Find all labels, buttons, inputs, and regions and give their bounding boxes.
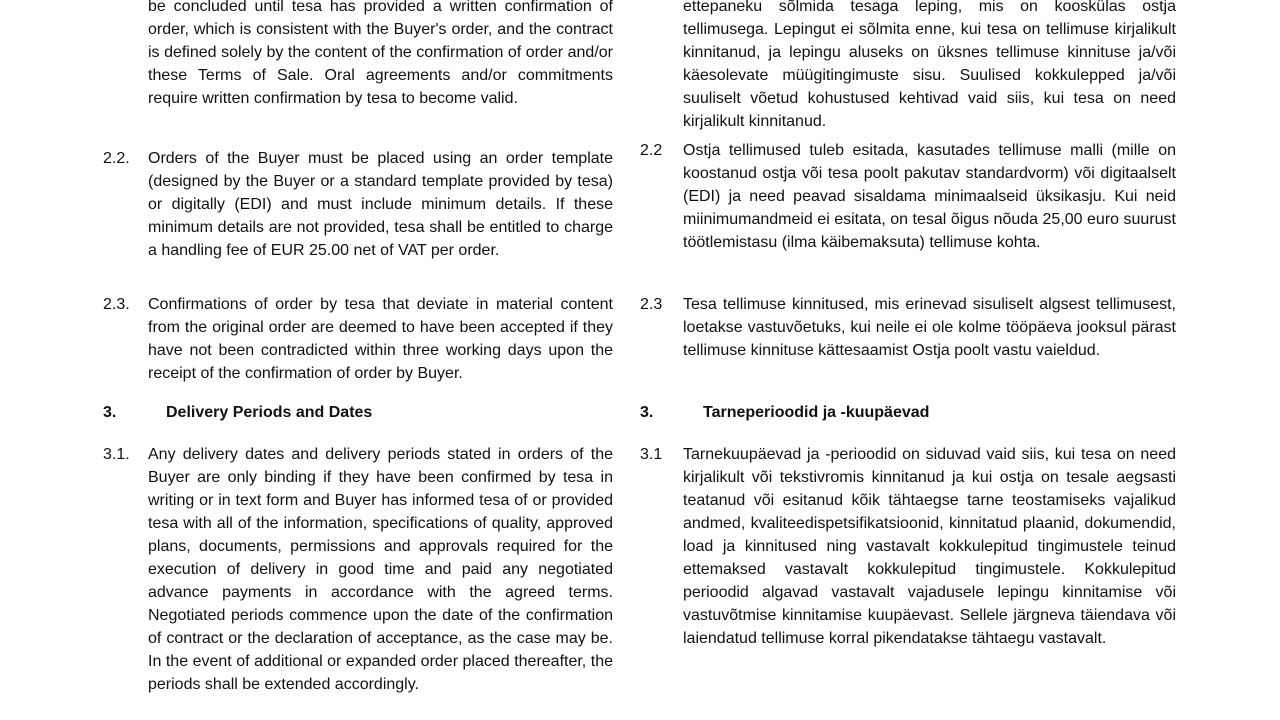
section-title: Delivery Periods and Dates: [166, 404, 373, 421]
clause-number: 3.1.: [103, 446, 130, 463]
clause-number: 2.3.: [103, 296, 130, 313]
section-number: 3.: [640, 404, 654, 421]
clause-text: be concluded until tesa has provided a written confirmation of order, which is consistent with the Buyer's order, and the contract is defined solely by the content of the confirmation of order and/or these Terms of Sale. Oral agreements and/or commitments require written confirmation by tesa to become valid.: [148, 0, 613, 107]
clause-number: 3.1: [640, 446, 663, 463]
clause-text: Tarnekuupäevad ja -perioodid on siduvad vaid siis, kui tesa on need kirjalikult või tekstivromis kinnitanud ja kui ostja on tesale aegsasti teatanud või esitanud kõik tähtaegse tarne teostamiseks vajalikud andmed, kvaliteedispetsifikatsioonid, kinnitatud plaanid, dokumendid, load ja kinnitused ning vastavalt kokkulepitud tingimustele teinud ettemaksed vastavalt kokkulepitud tingimustele. Kokkulepitud perioodid algavad vastavalt vajadusele lepingu kinnitamise või vastuvõtmise kinnitamise kuupäevast. Sellele järgneva täiendava või laiendatud tellimuse korral pikendatakse tähtaegu vastavalt.: [683, 446, 1176, 647]
clause-2-2-en: [103, 147, 613, 262]
clause-text: ettepaneku sõlmida tesaga leping, mis on kooskülas ostja tellimusega. Lepingut ei sõlmita enne, kui tesa on tellimuse kirjalikult kinnitanud, ja lepingu aluseks on üksnes tellimuse kinnituse ja/või käesolevate müügitingimuste sisu. Suulised kokkulepped ja/või suuliselt võetud kohustused kehtivad vaid siis, kui tesa on need kirjalikult kinnitanud.: [683, 0, 1176, 130]
clause-text: Orders of the Buyer must be placed using an order template (designed by the Buyer or a standard template provided by tesa) or digitally (EDI) and must include minimum details. If these minimum details are not provided, tesa shall be entitled to charge a handling fee of EUR 25.00 net of VAT per order.: [148, 150, 613, 259]
clause-2-1-continuation-en: [103, 0, 613, 110]
section-title: Tarneperioodid ja -kuupäevad: [703, 404, 930, 421]
clause-text: Any delivery dates and delivery periods stated in orders of the Buyer are only binding if they have been confirmed by tesa in writing or in text form and Buyer has informed tesa of or provided tesa with all of the information, specifications of quality, approved plans, documents, permissions and approvals required for the execution of delivery in good time and paid any negotiated advance payments in accordance with the agreed terms. Negotiated periods commence upon the date of the confirmation of contract or the declaration of acceptance, as the case may be. In the event of additional or expanded order placed thereafter, the periods shall be extended accordingly.: [148, 446, 613, 693]
clause-number: 2.2.: [103, 150, 130, 167]
clause-text: Ostja tellimused tuleb esitada, kasutades tellimuse malli (mille on koostanud ostja või tesa poolt pakutav standardvorm) või digitaalselt (EDI) ja need peavad sisaldama minimaalseid üksikasju. Kui neid miinimumandmeid ei esitata, on tesal õigus nõuda 25,00 euro suurust töötlemistasu (ilma käibemaksuta) tellimuse kohta.: [683, 142, 1176, 251]
clause-number: 2.3: [640, 296, 663, 313]
clause-2-1-continuation-et: [640, 0, 1176, 133]
section-3-heading-en: [103, 401, 613, 424]
section-number: 3.: [103, 404, 117, 421]
clause-3-1-en: [103, 443, 613, 696]
section-3-heading-et: [640, 401, 1176, 424]
clause-2-3-et: [640, 293, 1176, 362]
clause-text: Tesa tellimuse kinnitused, mis erinevad sisuliselt algsest tellimusest, loetakse vastuvõetuks, kui neile ei ole kolme tööpäeva jooksul pärast tellimuse kinnituse kättesaamist Ostja poolt vastu vaieldud.: [683, 296, 1176, 359]
clause-text: Confirmations of order by tesa that deviate in material content from the original order are deemed to have been accepted if they have not been contradicted within three working days upon the receipt of the confirmation of order by Buyer.: [148, 296, 613, 382]
clause-number: 2.2: [640, 142, 663, 159]
clause-2-3-en: [103, 293, 613, 385]
clause-2-2-et: [640, 139, 1176, 254]
clause-3-1-et: [640, 443, 1176, 650]
